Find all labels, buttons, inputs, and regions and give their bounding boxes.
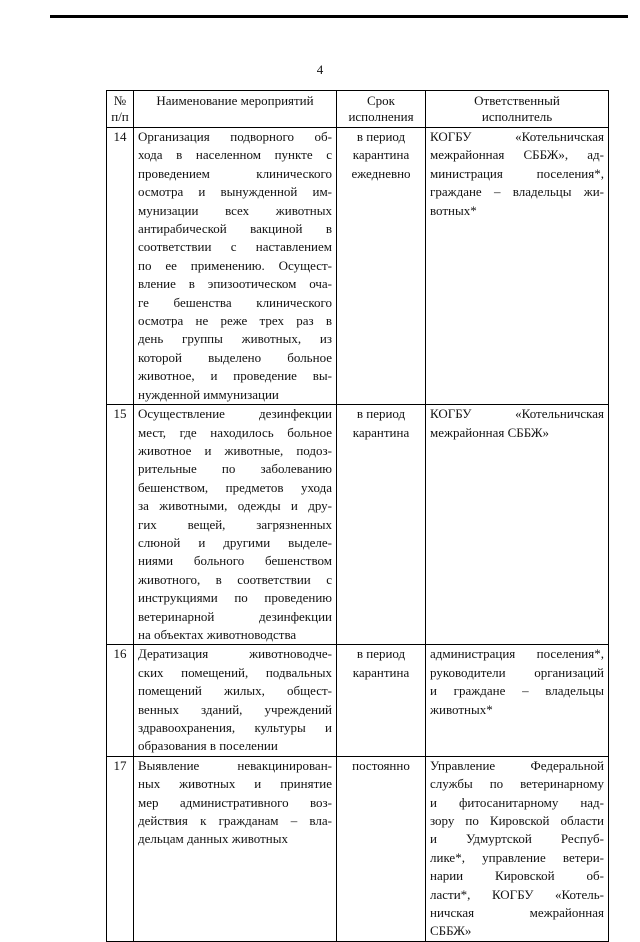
measure-name-line: за животными, одежды и дру- bbox=[138, 498, 332, 514]
row-number: 16 bbox=[107, 645, 134, 756]
measure-name-line: инструкциями по проведению bbox=[138, 590, 332, 606]
responsible-executor bbox=[426, 405, 609, 645]
measure-name-line: ниями больного бешенством bbox=[138, 553, 332, 569]
measure-name-line: гих вещей, загрязненных bbox=[138, 516, 332, 532]
execution-term-line: в период bbox=[356, 646, 406, 662]
measure-name-line: дельцам данных животных bbox=[138, 831, 288, 847]
measure-name-line: мер административного воз- bbox=[138, 794, 332, 810]
responsible-executor-line: КОГБУ «Котельничская bbox=[430, 129, 604, 144]
measure-name-line: здравоохранения, культуры и bbox=[138, 720, 332, 735]
header-name-line: Наименование мероприятий bbox=[156, 93, 314, 108]
responsible-executor-line: министрация поселения*, bbox=[430, 165, 604, 181]
measure-name-line: ге бешенства клинического bbox=[138, 294, 332, 310]
responsible-executor-line: граждане – владельцы жи- bbox=[430, 184, 604, 200]
measure-name bbox=[134, 128, 337, 405]
measure-name-line: соответствии с наставлением bbox=[138, 239, 332, 255]
responsible-executor bbox=[426, 756, 609, 941]
responsible-executor-line: нарии Кировской об- bbox=[430, 868, 604, 884]
header-name bbox=[134, 91, 337, 128]
measure-name-line: осмотра и вынужденной им- bbox=[138, 184, 332, 200]
measure-name-line: помещений жилых, общест- bbox=[138, 683, 332, 699]
responsible-executor-line: администрация поселения*, bbox=[430, 646, 604, 662]
header-row bbox=[107, 91, 609, 128]
responsible-executor-line: службы по ветеринарному bbox=[430, 776, 604, 792]
table-row bbox=[107, 128, 609, 405]
measure-name-line: образования в поселении bbox=[138, 738, 278, 754]
measure-name-line: Организация подворного об- bbox=[138, 129, 332, 144]
header-term-line: исполнения bbox=[348, 109, 414, 124]
measure-name-line: осмотра не реже трех раз в bbox=[138, 313, 332, 329]
execution-term bbox=[337, 645, 426, 756]
measure-name-line: животное и животные, подоз- bbox=[138, 442, 332, 458]
execution-term bbox=[337, 756, 426, 941]
measure-name-line: рительные по заболеванию bbox=[138, 461, 332, 477]
measures-table bbox=[106, 90, 609, 942]
measure-name-line: проведением клинического bbox=[138, 165, 332, 181]
execution-term-line: в период bbox=[356, 406, 406, 422]
table-row bbox=[107, 405, 609, 645]
measure-name-line: действия к гражданам – вла- bbox=[138, 813, 332, 829]
responsible-executor-line: и фитосанитарному над- bbox=[430, 794, 604, 810]
measure-name-line: слюной и другими выделе- bbox=[138, 534, 332, 550]
execution-term-line: карантина bbox=[352, 424, 410, 440]
execution-term-line: карантина bbox=[352, 147, 410, 163]
row-number: 14 bbox=[107, 128, 134, 405]
measure-name-line: ветеринарной дезинфекции bbox=[138, 608, 332, 624]
responsible-executor-line: и граждане – владельцы bbox=[430, 683, 604, 699]
measure-name bbox=[134, 405, 337, 645]
page-number: 4 bbox=[316, 62, 324, 77]
header-responsible-line: исполнитель bbox=[481, 109, 553, 124]
responsible-executor-line: животных* bbox=[430, 701, 493, 717]
execution-term-line: ежедневно bbox=[351, 165, 411, 181]
responsible-executor-line: ничская межрайонная bbox=[430, 905, 604, 921]
responsible-executor-line: ласти*, КОГБУ «Котель- bbox=[430, 886, 604, 902]
measure-name bbox=[134, 756, 337, 941]
responsible-executor-line: зору по Кировской области bbox=[430, 813, 604, 829]
responsible-executor bbox=[426, 645, 609, 756]
measure-name-line: Осуществление дезинфекции bbox=[138, 406, 332, 422]
measure-name-line: животное, и проведение вы- bbox=[138, 368, 332, 384]
measure-name-line: бешенством, предметов ухода bbox=[138, 479, 332, 495]
measure-name-line: на объектах животноводства bbox=[138, 626, 297, 642]
measure-name-line: животного, в соответствии с bbox=[138, 571, 332, 587]
header-num bbox=[107, 91, 134, 128]
execution-term bbox=[337, 405, 426, 645]
measure-name-line: вление в эпизоотическом оча- bbox=[138, 276, 332, 292]
header-responsible-line: Ответственный bbox=[474, 93, 560, 108]
row-number: 15 bbox=[107, 405, 134, 645]
measure-name-line: хода в населенном пункте с bbox=[138, 147, 332, 163]
execution-term-line: в период bbox=[356, 129, 406, 144]
responsible-executor-line: межрайонная СББЖ», ад- bbox=[430, 147, 604, 163]
measure-name-line: мунизации всех животных bbox=[138, 202, 332, 218]
table-row bbox=[107, 756, 609, 941]
responsible-executor-line: КОГБУ «Котельничская bbox=[430, 406, 604, 422]
measure-name bbox=[134, 645, 337, 756]
measure-name-line: день группы животных, из bbox=[138, 331, 332, 347]
top-border-line bbox=[50, 15, 628, 18]
responsible-executor-line: лике*, управление ветери- bbox=[430, 849, 604, 865]
responsible-executor-line: Управление Федеральной bbox=[430, 757, 604, 773]
responsible-executor-line: руководители организаций bbox=[430, 664, 604, 680]
responsible-executor-line: СББЖ» bbox=[430, 923, 472, 939]
responsible-executor-line: и Удмуртской Респуб- bbox=[430, 831, 604, 847]
header-num-line: № bbox=[113, 93, 127, 108]
table-row bbox=[107, 645, 609, 756]
measure-name-line: по ее применению. Осущест- bbox=[138, 257, 332, 273]
responsible-executor-line: межрайонная СББЖ» bbox=[430, 424, 550, 440]
responsible-executor-line: вотных* bbox=[430, 202, 477, 218]
measure-name-line: антирабической вакциной в bbox=[138, 221, 332, 237]
header-term bbox=[337, 91, 426, 128]
measure-name-line: Выявление невакцинирован- bbox=[138, 757, 332, 773]
header-num-line: п/п bbox=[111, 109, 129, 124]
measure-name-line: которой выделено больное bbox=[138, 349, 332, 365]
execution-term-line: карантина bbox=[352, 664, 410, 680]
header-responsible bbox=[426, 91, 609, 128]
responsible-executor bbox=[426, 128, 609, 405]
execution-term bbox=[337, 128, 426, 405]
measure-name-line: ных животных и принятие bbox=[138, 776, 332, 792]
measure-name-line: Дератизация животноводче- bbox=[138, 646, 332, 662]
measure-name-line: мест, где находилось больное bbox=[138, 424, 332, 440]
execution-term-line: постоянно bbox=[352, 757, 410, 773]
header-term-line: Срок bbox=[367, 93, 395, 108]
measure-name-line: ских помещений, подвальных bbox=[138, 664, 332, 680]
measure-name-line: нужденной иммунизации bbox=[138, 386, 279, 402]
row-number: 17 bbox=[107, 756, 134, 941]
measure-name-line: венных зданий, учреждений bbox=[138, 701, 332, 717]
